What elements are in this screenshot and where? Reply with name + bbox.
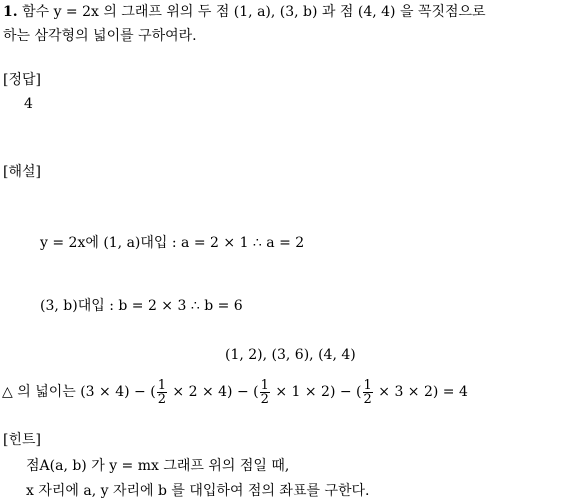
hint-line-1: 점A(a, b) 가 y = mx 그래프 위의 점일 때, bbox=[26, 458, 290, 474]
explanation-step-1: y = 2x에 (1, a)대입 : a = 2 × 1 ∴ a = 2 bbox=[40, 235, 305, 251]
triangle-area-formula bbox=[2, 372, 468, 412]
area-suffix: × 3 × 2) = 4 bbox=[373, 384, 468, 400]
hint-line-2: x 자리에 a, y 자리에 b 를 대입하여 점의 좌표를 구한다. bbox=[26, 483, 370, 499]
problem-text-1: 함수 y = 2x 의 그래프 위의 두 점 (1, a), (3, b) 과 점 (4, 4) 을 꼭짓점으로 bbox=[22, 4, 486, 20]
area-mid-1: × 2 × 4) − ( bbox=[167, 384, 259, 400]
fraction-one-half: $\frac{1}{2}$ bbox=[363, 377, 372, 407]
problem-line-2: 하는 삼각형의 넓이를 구하여라. bbox=[3, 28, 197, 44]
answer-label: [정답] bbox=[3, 72, 41, 88]
fraction-one-half: $\frac{1}{2}$ bbox=[157, 377, 166, 407]
area-mid-2: × 1 × 2) − ( bbox=[270, 384, 362, 400]
explanation-label: [해설] bbox=[3, 164, 41, 180]
problem-line-1 bbox=[3, 3, 486, 21]
area-prefix: △ 의 넓이는 (3 × 4) − ( bbox=[2, 384, 156, 400]
fraction-one-half: $\frac{1}{2}$ bbox=[260, 377, 269, 407]
problem-number: 1. bbox=[3, 4, 18, 20]
vertex-points: (1, 2), (3, 6), (4, 4) bbox=[225, 347, 356, 363]
explanation-step-2: (3, b)대입 : b = 2 × 3 ∴ b = 6 bbox=[40, 298, 243, 314]
answer-value: 4 bbox=[24, 96, 33, 112]
hint-label: [힌트] bbox=[3, 432, 41, 448]
